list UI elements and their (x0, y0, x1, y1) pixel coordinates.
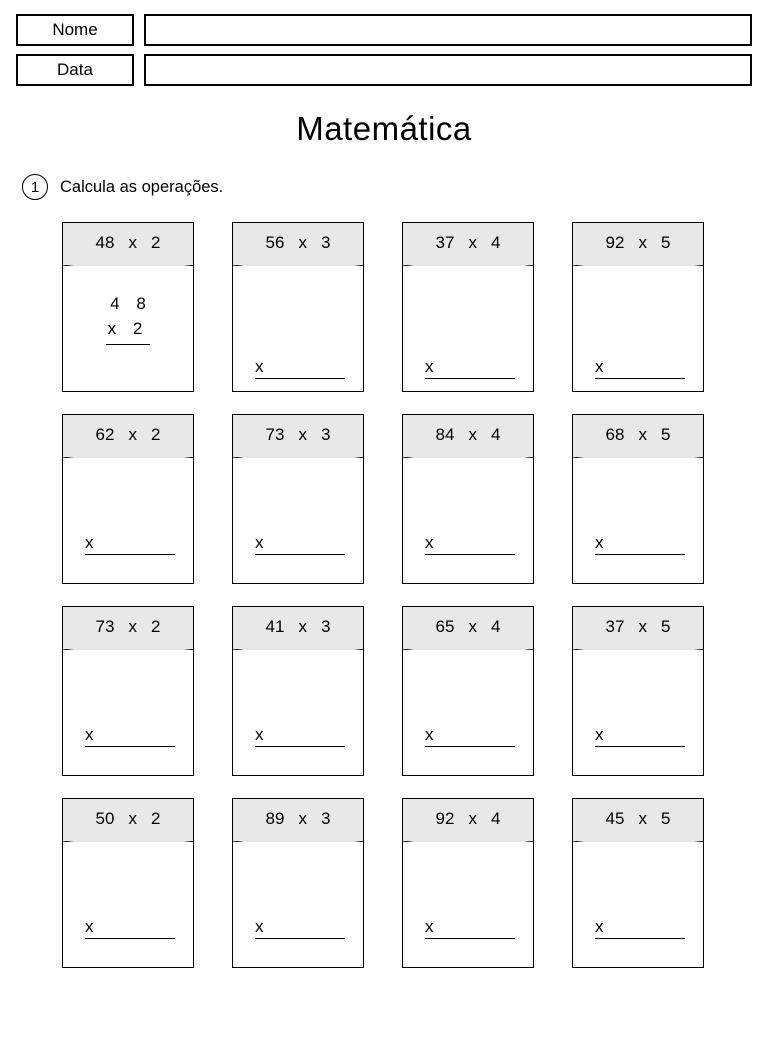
problem-body[interactable] (62, 650, 194, 776)
problem-body[interactable] (402, 266, 534, 392)
date-row (16, 54, 752, 86)
problem-body[interactable] (572, 650, 704, 776)
page-title: Matemática (296, 110, 472, 147)
problem-card (572, 414, 704, 584)
answer-work-area[interactable] (595, 534, 685, 555)
multiplication-operator: x (595, 533, 604, 552)
operand-a: 84 (435, 424, 455, 444)
problem-expression (606, 809, 671, 829)
problem-flap (402, 606, 534, 650)
answer-work-area[interactable] (595, 918, 685, 939)
operand-a: 65 (435, 616, 455, 636)
problem-card (572, 606, 704, 776)
problem-expression (266, 617, 331, 637)
worked-example (63, 292, 193, 345)
multiplication-operator: x (425, 357, 434, 376)
operand-b: 2 (150, 424, 161, 444)
operator-icon: x (128, 808, 137, 828)
problem-body[interactable] (62, 458, 194, 584)
problem-body[interactable] (232, 650, 364, 776)
operator-icon: x (468, 424, 477, 444)
operand-b: 2 (150, 232, 161, 252)
operator-icon: x (128, 232, 137, 252)
date-input[interactable] (144, 54, 752, 86)
multiplication-operator: x (255, 357, 264, 376)
problem-expression (606, 617, 671, 637)
problem-expression (96, 233, 161, 253)
operand-b: 5 (660, 232, 671, 252)
operator-icon: x (468, 616, 477, 636)
problem-expression (96, 617, 161, 637)
operand-a: 50 (95, 808, 115, 828)
multiplication-operator: x (425, 917, 434, 936)
instruction-text: Calcula as operações. (60, 177, 224, 196)
instruction (22, 174, 768, 200)
operator-icon: x (128, 424, 137, 444)
multiplication-operator: x (255, 917, 264, 936)
problem-expression (266, 233, 331, 253)
operand-b: 4 (490, 232, 501, 252)
problem-expression (436, 809, 501, 829)
problem-card (62, 606, 194, 776)
answer-work-area[interactable] (425, 534, 515, 555)
problem-expression (606, 233, 671, 253)
problem-flap (62, 414, 194, 458)
operand-a: 41 (265, 616, 285, 636)
problem-flap (232, 222, 364, 266)
operand-b: 5 (660, 808, 671, 828)
problem-flap (62, 222, 194, 266)
operand-b: 5 (660, 424, 671, 444)
answer-work-area[interactable] (85, 534, 175, 555)
problem-card (232, 798, 364, 968)
problem-body[interactable] (232, 458, 364, 584)
problem-flap (402, 798, 534, 842)
problem-card (232, 222, 364, 392)
problem-flap (572, 414, 704, 458)
answer-work-area[interactable] (595, 726, 685, 747)
problem-expression (266, 425, 331, 445)
operand-a: 73 (95, 616, 115, 636)
operand-b: 4 (490, 616, 501, 636)
multiplication-operator: x (255, 725, 264, 744)
problem-card (402, 222, 534, 392)
problem-expression (96, 425, 161, 445)
problem-body[interactable] (402, 458, 534, 584)
answer-work-area[interactable] (255, 358, 345, 379)
operand-a: 48 (95, 232, 115, 252)
operand-b: 3 (320, 616, 331, 636)
name-label: Nome (16, 14, 134, 46)
operator-icon: x (298, 808, 307, 828)
answer-work-area[interactable] (255, 534, 345, 555)
answer-work-area[interactable] (85, 726, 175, 747)
problem-body[interactable] (402, 650, 534, 776)
multiplication-operator: x (255, 533, 264, 552)
problem-card (402, 606, 534, 776)
operand-b: 4 (490, 424, 501, 444)
multiplication-operator: x (85, 533, 94, 552)
problem-expression (436, 233, 501, 253)
multiplication-operator: x (595, 725, 604, 744)
multiplication-operator: x (595, 357, 604, 376)
multiplication-operator: x (85, 917, 94, 936)
problem-flap (402, 414, 534, 458)
worked-operand-top: 4 8 (110, 294, 152, 313)
operand-a: 89 (265, 808, 285, 828)
answer-work-area[interactable] (425, 358, 515, 379)
problem-flap (572, 222, 704, 266)
problem-flap (232, 606, 364, 650)
operand-b: 3 (320, 232, 331, 252)
problem-expression (436, 617, 501, 637)
operand-b: 3 (320, 808, 331, 828)
problem-expression (96, 809, 161, 829)
problem-flap (402, 222, 534, 266)
operator-icon: x (298, 616, 307, 636)
operator-icon: x (298, 424, 307, 444)
answer-work-area[interactable] (255, 726, 345, 747)
problem-body[interactable] (232, 842, 364, 968)
operator-icon: x (468, 808, 477, 828)
problem-card (572, 798, 704, 968)
multiplication-operator: x (425, 533, 434, 552)
problem-flap (62, 798, 194, 842)
operand-a: 92 (435, 808, 455, 828)
worked-operand-bottom: x 2 (106, 317, 151, 346)
operand-a: 73 (265, 424, 285, 444)
problem-card (232, 606, 364, 776)
answer-work-area[interactable] (425, 918, 515, 939)
multiplication-operator: x (425, 725, 434, 744)
answer-work-area[interactable] (85, 918, 175, 939)
exercise-number-badge: 1 (22, 174, 48, 200)
operand-a: 56 (265, 232, 285, 252)
problem-card (402, 414, 534, 584)
problem-card (572, 222, 704, 392)
operator-icon: x (638, 616, 647, 636)
problem-card (62, 222, 194, 392)
multiplication-operator: x (85, 725, 94, 744)
name-input[interactable] (144, 14, 752, 46)
operator-icon: x (638, 808, 647, 828)
operand-b: 5 (660, 616, 671, 636)
problem-grid (0, 222, 768, 968)
problem-flap (232, 798, 364, 842)
problem-flap (62, 606, 194, 650)
problem-card (62, 414, 194, 584)
operand-a: 68 (605, 424, 625, 444)
problem-card (232, 414, 364, 584)
date-label: Data (16, 54, 134, 86)
operand-a: 45 (605, 808, 625, 828)
operator-icon: x (638, 424, 647, 444)
operand-a: 37 (605, 616, 625, 636)
problem-card (62, 798, 194, 968)
multiplication-operator: x (595, 917, 604, 936)
problem-expression (266, 809, 331, 829)
operand-b: 4 (490, 808, 501, 828)
operator-icon: x (298, 232, 307, 252)
problem-card (402, 798, 534, 968)
operator-icon: x (638, 232, 647, 252)
operator-icon: x (128, 616, 137, 636)
operand-b: 2 (150, 808, 161, 828)
operand-a: 92 (605, 232, 625, 252)
problem-body[interactable] (62, 842, 194, 968)
operand-a: 62 (95, 424, 115, 444)
problem-body[interactable] (572, 842, 704, 968)
problem-flap (572, 798, 704, 842)
operand-b: 3 (320, 424, 331, 444)
answer-work-area[interactable] (255, 918, 345, 939)
problem-body[interactable] (572, 458, 704, 584)
operand-b: 2 (150, 616, 161, 636)
problem-expression (436, 425, 501, 445)
problem-flap (232, 414, 364, 458)
answer-work-area[interactable] (595, 358, 685, 379)
problem-expression (606, 425, 671, 445)
name-row (16, 14, 752, 46)
problem-flap (572, 606, 704, 650)
answer-work-area[interactable] (425, 726, 515, 747)
worksheet-header (16, 14, 752, 86)
problem-body[interactable] (62, 266, 194, 392)
operator-icon: x (468, 232, 477, 252)
problem-body[interactable] (232, 266, 364, 392)
problem-body[interactable] (572, 266, 704, 392)
operand-a: 37 (435, 232, 455, 252)
problem-body[interactable] (402, 842, 534, 968)
